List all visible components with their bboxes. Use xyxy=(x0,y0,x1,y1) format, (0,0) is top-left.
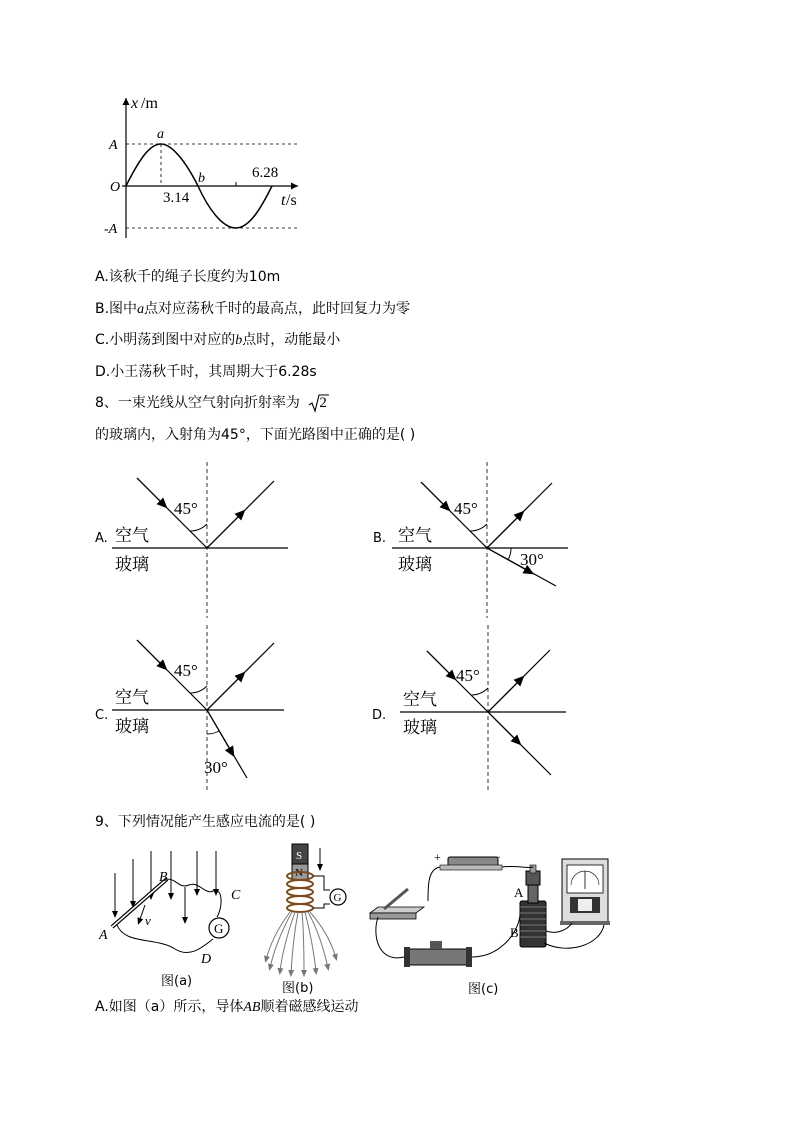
incident-angle-label: 45° xyxy=(456,666,480,685)
medium-bottom-label: 玻璃 xyxy=(115,555,149,575)
incident-arrow xyxy=(137,478,164,505)
refraction-angle-label: 30° xyxy=(520,550,544,569)
incident-angle-label: 45° xyxy=(454,499,478,518)
q7-option-a[interactable]: A.该秋千的绳子长度约为10m xyxy=(95,269,281,285)
caption-b: 图(b) xyxy=(282,981,314,995)
xt-graph xyxy=(100,88,310,243)
refraction-arc xyxy=(207,731,219,734)
label-D: D xyxy=(201,952,212,967)
label-N: N xyxy=(295,867,303,879)
galvanometer-label: G xyxy=(214,921,224,936)
caption-c: 图(c) xyxy=(468,982,499,997)
amp-neg-label: -A xyxy=(104,222,118,237)
q9-figure-b[interactable] xyxy=(262,840,362,995)
label-C: C xyxy=(231,888,241,903)
angle-arc xyxy=(471,688,488,695)
x-axis-var: t xyxy=(281,192,286,209)
angle-arc xyxy=(190,686,207,693)
y-axis-var: x xyxy=(131,95,139,112)
option-letter: B. xyxy=(373,531,387,546)
label-A: A xyxy=(99,928,108,943)
caption-a: 图(a) xyxy=(161,974,193,989)
q8-stem-line1: 8、一束光线从空气射向折射率为 2 xyxy=(95,393,327,413)
refracted-arrow xyxy=(488,712,518,742)
sqrt-value: 2 xyxy=(319,395,327,411)
reflected-arrow xyxy=(488,679,521,712)
galvanometer-label: G xyxy=(333,892,342,904)
medium-bottom-label: 玻璃 xyxy=(115,717,149,737)
q8-stem-line2: 的玻璃内，入射角为45°，下面光路图中正确的是( ) xyxy=(95,427,416,443)
x-axis-unit: /s xyxy=(286,192,297,209)
label-A: A xyxy=(514,885,524,900)
q8-panel-d[interactable] xyxy=(370,623,590,795)
medium-bottom-label: 玻璃 xyxy=(403,718,437,738)
point-b-label: b xyxy=(198,171,205,186)
option-letter: C. xyxy=(95,708,109,723)
refraction-arc xyxy=(508,548,511,560)
label-v: v xyxy=(145,913,151,928)
incident-angle-label: 45° xyxy=(174,661,198,680)
label-B: B xyxy=(510,925,519,940)
coil-b-icon xyxy=(520,885,546,947)
origin-label: O xyxy=(110,180,121,195)
refracted-arrow xyxy=(207,710,232,753)
medium-bottom-label: 玻璃 xyxy=(398,555,432,575)
q8-panel-c[interactable] xyxy=(90,623,310,795)
label-S: S xyxy=(296,850,303,862)
q9-option-a[interactable]: A.如图（a）所示，导体AB顺着磁感线运动 xyxy=(95,999,359,1015)
medium-top-label: 空气 xyxy=(398,526,432,546)
medium-top-label: 空气 xyxy=(115,526,149,546)
angle-arc xyxy=(470,524,487,531)
field-lines xyxy=(266,912,336,974)
q7-option-d[interactable]: D.小王荡秋千时，其周期大于6.28s xyxy=(95,364,317,380)
incident-arrow xyxy=(427,651,453,677)
q8-panel-a[interactable] xyxy=(90,460,310,620)
reflected-arrow xyxy=(487,514,521,548)
coil-a-icon xyxy=(526,865,540,885)
q9-stem: 9、下列情况能产生感应电流的是( ) xyxy=(95,814,316,830)
medium-top-label: 空气 xyxy=(403,690,437,710)
point-a-label: a xyxy=(157,127,164,142)
galvanometer-icon xyxy=(560,859,610,925)
q9-figure-a[interactable] xyxy=(95,845,255,990)
option-letter: D. xyxy=(372,708,387,723)
reflected-arrow xyxy=(207,675,242,710)
option-letter: A. xyxy=(95,531,108,546)
y-axis-unit: /m xyxy=(141,95,158,112)
battery-minus: − xyxy=(494,850,501,864)
amp-pos-label: A xyxy=(109,138,118,153)
medium-top-label: 空气 xyxy=(115,688,149,708)
incident-arrow xyxy=(421,482,447,508)
q7-option-b[interactable]: B.图中a点对应荡秋千时的最高点，此时回复力为零 xyxy=(95,301,411,317)
label-B: B xyxy=(159,870,168,885)
q8-panel-b[interactable] xyxy=(370,460,590,620)
tick-628-label: 6.28 xyxy=(252,165,279,181)
q7-option-c[interactable]: C.小明荡到图中对应的b点时，动能最小 xyxy=(95,332,341,348)
tick-314-label: 3.14 xyxy=(163,190,190,206)
incident-angle-label: 45° xyxy=(174,499,198,518)
angle-arc xyxy=(190,524,207,531)
rheostat-icon xyxy=(404,941,472,967)
switch-icon xyxy=(370,889,424,919)
battery-plus: + xyxy=(434,850,441,864)
coil-wire xyxy=(313,876,330,908)
refraction-angle-label: 30° xyxy=(204,758,228,777)
reflected-arrow xyxy=(207,513,242,548)
q9-figure-c[interactable] xyxy=(368,845,618,1000)
incident-arrow xyxy=(137,640,164,667)
